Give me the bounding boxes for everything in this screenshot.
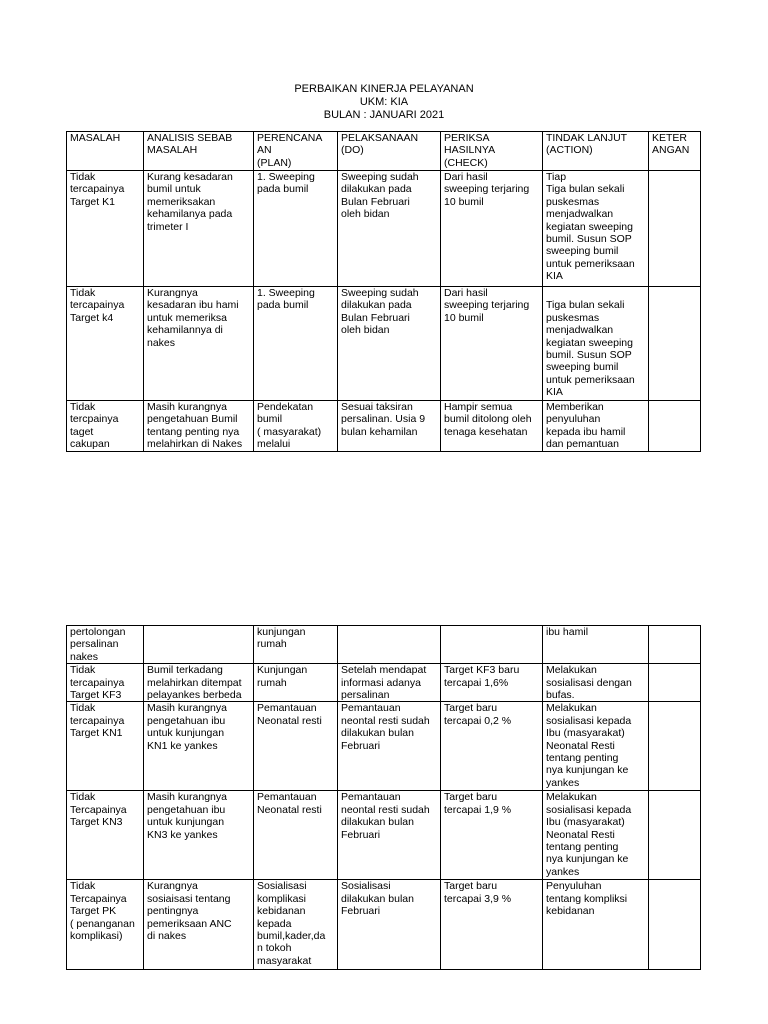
- cell-analisis: Kurangnya kesadaran ibu hami untuk memeriksa kehamilannya di nakes: [144, 287, 254, 401]
- cell-check: Target baru tercapai 0,2 %: [441, 702, 543, 791]
- cell-keterangan: [649, 171, 701, 287]
- cell-masalah: Tidak tercapainya Target KF3: [67, 664, 144, 702]
- cell-analisis: Bumil terkadang melahirkan ditempat pelayankes berbeda: [144, 664, 254, 702]
- cell-action: ibu hamil: [543, 626, 649, 664]
- header-pelaksanaan: PELAKSANAAN (DO): [338, 132, 441, 171]
- performance-table-part-1: [66, 131, 701, 452]
- table-row: [67, 401, 701, 452]
- cell-masalah: Tidak tercapainya Target KN1: [67, 702, 144, 791]
- cell-do: Sweeping sudah dilakukan pada Bulan Februari oleh bidan: [338, 287, 441, 401]
- title-line-2: UKM: KIA: [359, 96, 409, 108]
- cell-keterangan: [649, 401, 701, 452]
- table-row: [67, 626, 701, 664]
- cell-masalah: pertolongan persalinan nakes: [67, 626, 144, 664]
- cell-action: Melakukan sosialisasi dengan bufas.: [543, 664, 649, 702]
- cell-analisis: Masih kurangnya pengetahuan ibu untuk kunjungan KN1 ke yankes: [144, 702, 254, 791]
- cell-analisis: Masih kurangnya pengetahuan Bumil tentang penting nya melahirkan di Nakes: [144, 401, 254, 452]
- title-line-1: PERBAIKAN KINERJA PELAYANAN: [294, 83, 474, 95]
- title-line-3: BULAN : JANUARI 2021: [323, 109, 445, 121]
- cell-plan: Kunjungan rumah: [254, 664, 338, 702]
- cell-do: Setelah mendapat informasi adanya persalinan: [338, 664, 441, 702]
- table-row: [67, 880, 701, 970]
- cell-check: Target baru tercapai 1,9 %: [441, 791, 543, 880]
- cell-action: Melakukan sosialisasi kepada Ibu (masyarakat) Neonatal Resti tentang penting nya kunjungan ke yankes: [543, 791, 649, 880]
- cell-check: Target KF3 baru tercapai 1,6%: [441, 664, 543, 702]
- cell-keterangan: [649, 702, 701, 791]
- cell-action: Tiap Tiga bulan sekali puskesmas menjadwalkan kegiatan sweeping bumil. Susun SOP sweeping bumil untuk pemeriksaan KIA: [543, 171, 649, 287]
- cell-action: Melakukan sosialisasi kepada Ibu (masyarakat) Neonatal Resti tentang penting nya kunjungan ke yankes: [543, 702, 649, 791]
- cell-keterangan: [649, 880, 701, 970]
- cell-keterangan: [649, 791, 701, 880]
- table-row: [67, 171, 701, 287]
- cell-action: Memberikan penyuluhan kepada ibu hamil dan pemantuan: [543, 401, 649, 452]
- table-header-row: [67, 132, 701, 171]
- cell-plan: 1. Sweeping pada bumil: [254, 171, 338, 287]
- cell-plan: Pemantauan Neonatal resti: [254, 702, 338, 791]
- cell-analisis: Kurang kesadaran bumil untuk memeriksakan kehamilanya pada trimeter I: [144, 171, 254, 287]
- table-row: [67, 791, 701, 880]
- cell-keterangan: [649, 287, 701, 401]
- header-tindak-lanjut: TINDAK LANJUT (ACTION): [543, 132, 649, 171]
- cell-check: Hampir semua bumil ditolong oleh tenaga kesehatan: [441, 401, 543, 452]
- cell-plan: Sosialisasi komplikasi kebidanan kepada bumil,kader,da n tokoh masyarakat: [254, 880, 338, 970]
- cell-masalah: Tidak tercapainya Target k4: [67, 287, 144, 401]
- header-masalah: MASALAH: [67, 132, 144, 171]
- header-analisis-sebab: ANALISIS SEBAB MASALAH: [144, 132, 254, 171]
- cell-plan: kunjungan rumah: [254, 626, 338, 664]
- table-row: [67, 664, 701, 702]
- cell-analisis: [144, 626, 254, 664]
- cell-do: [338, 626, 441, 664]
- cell-masalah: Tidak Tercapainya Target KN3: [67, 791, 144, 880]
- cell-plan: 1. Sweeping pada bumil: [254, 287, 338, 401]
- cell-do: Pemantauan neontal resti sudah dilakukan bulan Februari: [338, 702, 441, 791]
- cell-masalah: Tidak Tercapainya Target PK ( penanganan komplikasi): [67, 880, 144, 970]
- cell-action: Penyuluhan tentang kompliksi kebidanan: [543, 880, 649, 970]
- cell-check: Target baru tercapai 3,9 %: [441, 880, 543, 970]
- header-keterangan: KETER ANGAN: [649, 132, 701, 171]
- cell-do: Sesuai taksiran persalinan. Usia 9 bulan kehamilan: [338, 401, 441, 452]
- performance-table-part-2: [66, 625, 701, 970]
- cell-do: Sosialisasi dilakukan bulan Februari: [338, 880, 441, 970]
- header-periksa-hasil: PERIKSA HASILNYA (CHECK): [441, 132, 543, 171]
- cell-action: Tiga bulan sekali puskesmas menjadwalkan kegiatan sweeping bumil. Susun SOP sweeping bumil untuk pemeriksaan KIA: [543, 287, 649, 401]
- cell-plan: Pemantauan Neonatal resti: [254, 791, 338, 880]
- cell-check: Dari hasil sweeping terjaring 10 bumil: [441, 171, 543, 287]
- cell-check: [441, 626, 543, 664]
- cell-analisis: Kurangnya sosiaisasi tentang pentingnya pemeriksaan ANC di nakes: [144, 880, 254, 970]
- header-perencanaan: PERENCANA AN (PLAN): [254, 132, 338, 171]
- cell-analisis: Masih kurangnya pengetahuan ibu untuk kunjungan KN3 ke yankes: [144, 791, 254, 880]
- table-row: [67, 287, 701, 401]
- document-title: [0, 83, 768, 122]
- table-row: [67, 702, 701, 791]
- cell-plan: Pendekatan bumil ( masyarakat) melalui: [254, 401, 338, 452]
- cell-do: Pemantauan neontal resti sudah dilakukan bulan Februari: [338, 791, 441, 880]
- cell-keterangan: [649, 626, 701, 664]
- cell-masalah: Tidak tercpainya taget cakupan: [67, 401, 144, 452]
- cell-check: Dari hasil sweeping terjaring 10 bumil: [441, 287, 543, 401]
- cell-masalah: Tidak tercapainya Target K1: [67, 171, 144, 287]
- cell-do: Sweeping sudah dilakukan pada Bulan Februari oleh bidan: [338, 171, 441, 287]
- cell-keterangan: [649, 664, 701, 702]
